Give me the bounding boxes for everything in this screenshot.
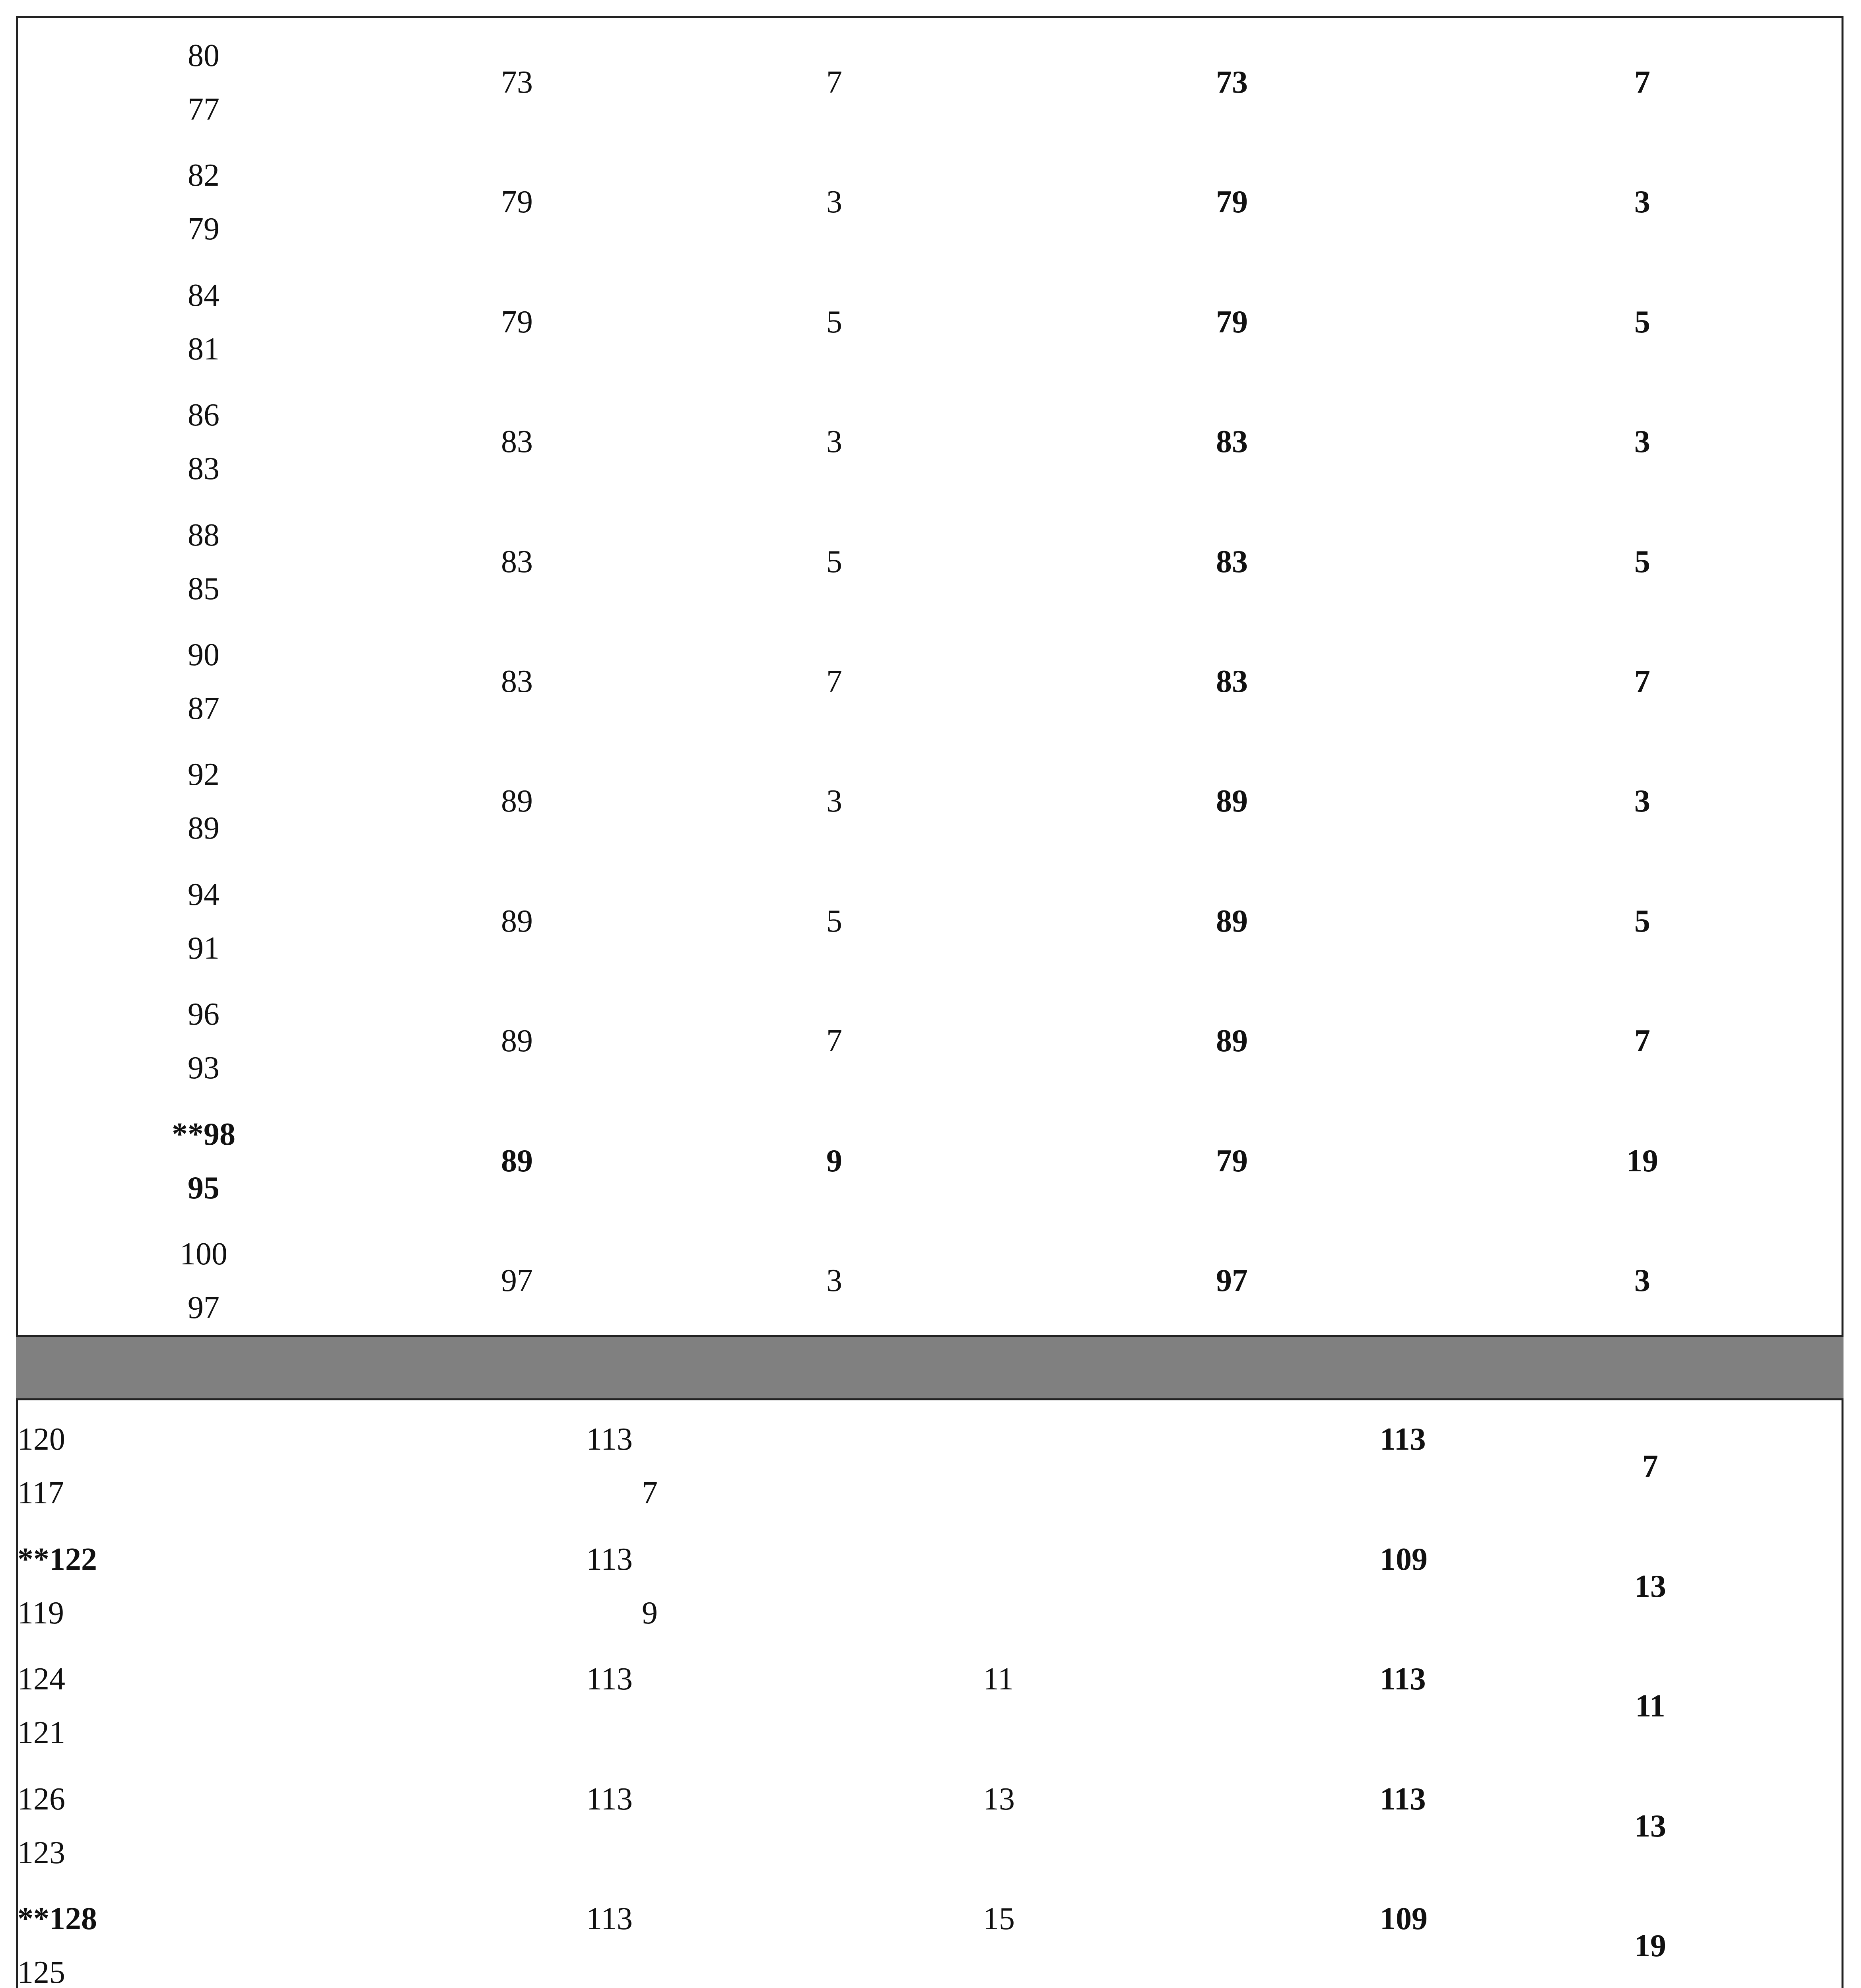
value-col-a: 79: [501, 304, 533, 340]
value-col-b: 7: [826, 664, 842, 699]
value-col-c: 79: [1216, 1143, 1248, 1178]
value-col-c: 73: [1216, 65, 1248, 100]
value-col-d: 7: [1634, 1023, 1650, 1059]
value-col-a: 113: [586, 1901, 633, 1936]
row-number-top: 96: [188, 997, 220, 1032]
value-col-a-secondary: 9: [642, 1595, 658, 1631]
value-col-b: 5: [826, 903, 842, 939]
value-col-a: 73: [501, 65, 533, 100]
row-number-bottom: 77: [188, 92, 220, 127]
value-col-a: 83: [501, 424, 533, 460]
value-col-d: 5: [1634, 544, 1650, 579]
value-col-b: 5: [826, 304, 842, 340]
value-col-b: 3: [826, 184, 842, 220]
row-number-top: 80: [188, 38, 220, 73]
value-col-b: 3: [826, 1263, 842, 1298]
value-col-c: 89: [1216, 1023, 1248, 1059]
row-number-bottom: 87: [188, 691, 220, 726]
value-col-d: 5: [1634, 304, 1650, 340]
row-number-bottom: 85: [188, 571, 220, 606]
row-number-top: 94: [188, 877, 220, 912]
value-col-a-secondary: 7: [642, 1475, 658, 1510]
value-col-c: 89: [1216, 784, 1248, 819]
row-number-bottom: 79: [188, 212, 220, 247]
value-col-c: 97: [1216, 1263, 1248, 1298]
value-col-a: 83: [501, 664, 533, 699]
value-col-a: 113: [586, 1662, 633, 1697]
value-col-d: 11: [1635, 1689, 1665, 1724]
row-number-top: 84: [188, 278, 220, 313]
value-col-c: 83: [1216, 424, 1248, 460]
value-col-a: 113: [586, 1781, 633, 1817]
row-number-top: **122: [17, 1541, 97, 1577]
row-number-bottom: 95: [188, 1170, 220, 1206]
value-col-c: 113: [1380, 1781, 1426, 1817]
value-col-d: 7: [1634, 664, 1650, 699]
value-col-b: 13: [983, 1781, 1015, 1817]
row-number-bottom: 117: [17, 1475, 64, 1510]
value-col-b: 9: [826, 1143, 842, 1178]
row-number-top: 86: [188, 398, 220, 433]
value-col-a: 83: [501, 544, 533, 579]
value-col-b: 11: [983, 1662, 1014, 1697]
value-col-a: 89: [501, 784, 533, 819]
value-col-c: 113: [1380, 1422, 1426, 1457]
value-col-d: 7: [1642, 1449, 1658, 1484]
value-col-a: 79: [501, 184, 533, 220]
value-col-a: 89: [501, 1023, 533, 1059]
value-col-d: 7: [1634, 65, 1650, 100]
value-col-c: 79: [1216, 184, 1248, 220]
value-col-a: 97: [501, 1263, 533, 1298]
value-col-d: 13: [1634, 1808, 1666, 1844]
value-col-d: 19: [1626, 1143, 1658, 1178]
value-col-c: 113: [1380, 1662, 1426, 1697]
row-number-bottom: 89: [188, 811, 220, 846]
row-number-bottom: 119: [17, 1595, 64, 1631]
row-number-top: 100: [180, 1237, 227, 1272]
row-number-bottom: 121: [17, 1715, 65, 1750]
row-number-top: 92: [188, 757, 220, 792]
row-number-top: 124: [17, 1662, 65, 1697]
row-number-top: 88: [188, 517, 220, 553]
value-col-d: 19: [1634, 1928, 1666, 1963]
row-number-bottom: 83: [188, 451, 220, 487]
value-col-c: 109: [1380, 1901, 1428, 1936]
value-col-a: 89: [501, 1143, 533, 1178]
value-col-a: 89: [501, 903, 533, 939]
value-col-c: 109: [1380, 1541, 1428, 1577]
value-col-d: 3: [1634, 1263, 1650, 1298]
value-col-c: 83: [1216, 664, 1248, 699]
row-number-bottom: 97: [188, 1290, 220, 1325]
value-col-b: 5: [826, 544, 842, 579]
value-col-c: 89: [1216, 903, 1248, 939]
row-number-top: 120: [17, 1422, 65, 1457]
value-col-b: 7: [826, 65, 842, 100]
value-col-d: 3: [1634, 184, 1650, 220]
row-number-bottom: 125: [17, 1955, 65, 1988]
value-col-b: 3: [826, 784, 842, 819]
row-number-bottom: 81: [188, 331, 220, 367]
value-col-a: 113: [586, 1541, 633, 1577]
row-number-top: **128: [17, 1901, 97, 1936]
row-number-top: **98: [172, 1116, 235, 1152]
value-col-d: 5: [1634, 903, 1650, 939]
value-col-c: 79: [1216, 304, 1248, 340]
value-col-b: 3: [826, 424, 842, 460]
row-number-bottom: 91: [188, 930, 220, 966]
row-number-top: 90: [188, 637, 220, 672]
value-col-b: 15: [983, 1901, 1015, 1936]
value-col-d: 3: [1634, 424, 1650, 460]
value-col-c: 83: [1216, 544, 1248, 579]
row-number-top: 126: [17, 1781, 65, 1817]
value-col-a: 113: [586, 1422, 633, 1457]
value-col-b: 7: [826, 1023, 842, 1059]
value-col-d: 13: [1634, 1569, 1666, 1604]
section-divider-band: [16, 1335, 1844, 1400]
value-col-d: 3: [1634, 784, 1650, 819]
table-frame: [16, 16, 1844, 1988]
row-number-top: 82: [188, 158, 220, 193]
row-number-bottom: 93: [188, 1050, 220, 1086]
row-number-bottom: 123: [17, 1835, 65, 1870]
